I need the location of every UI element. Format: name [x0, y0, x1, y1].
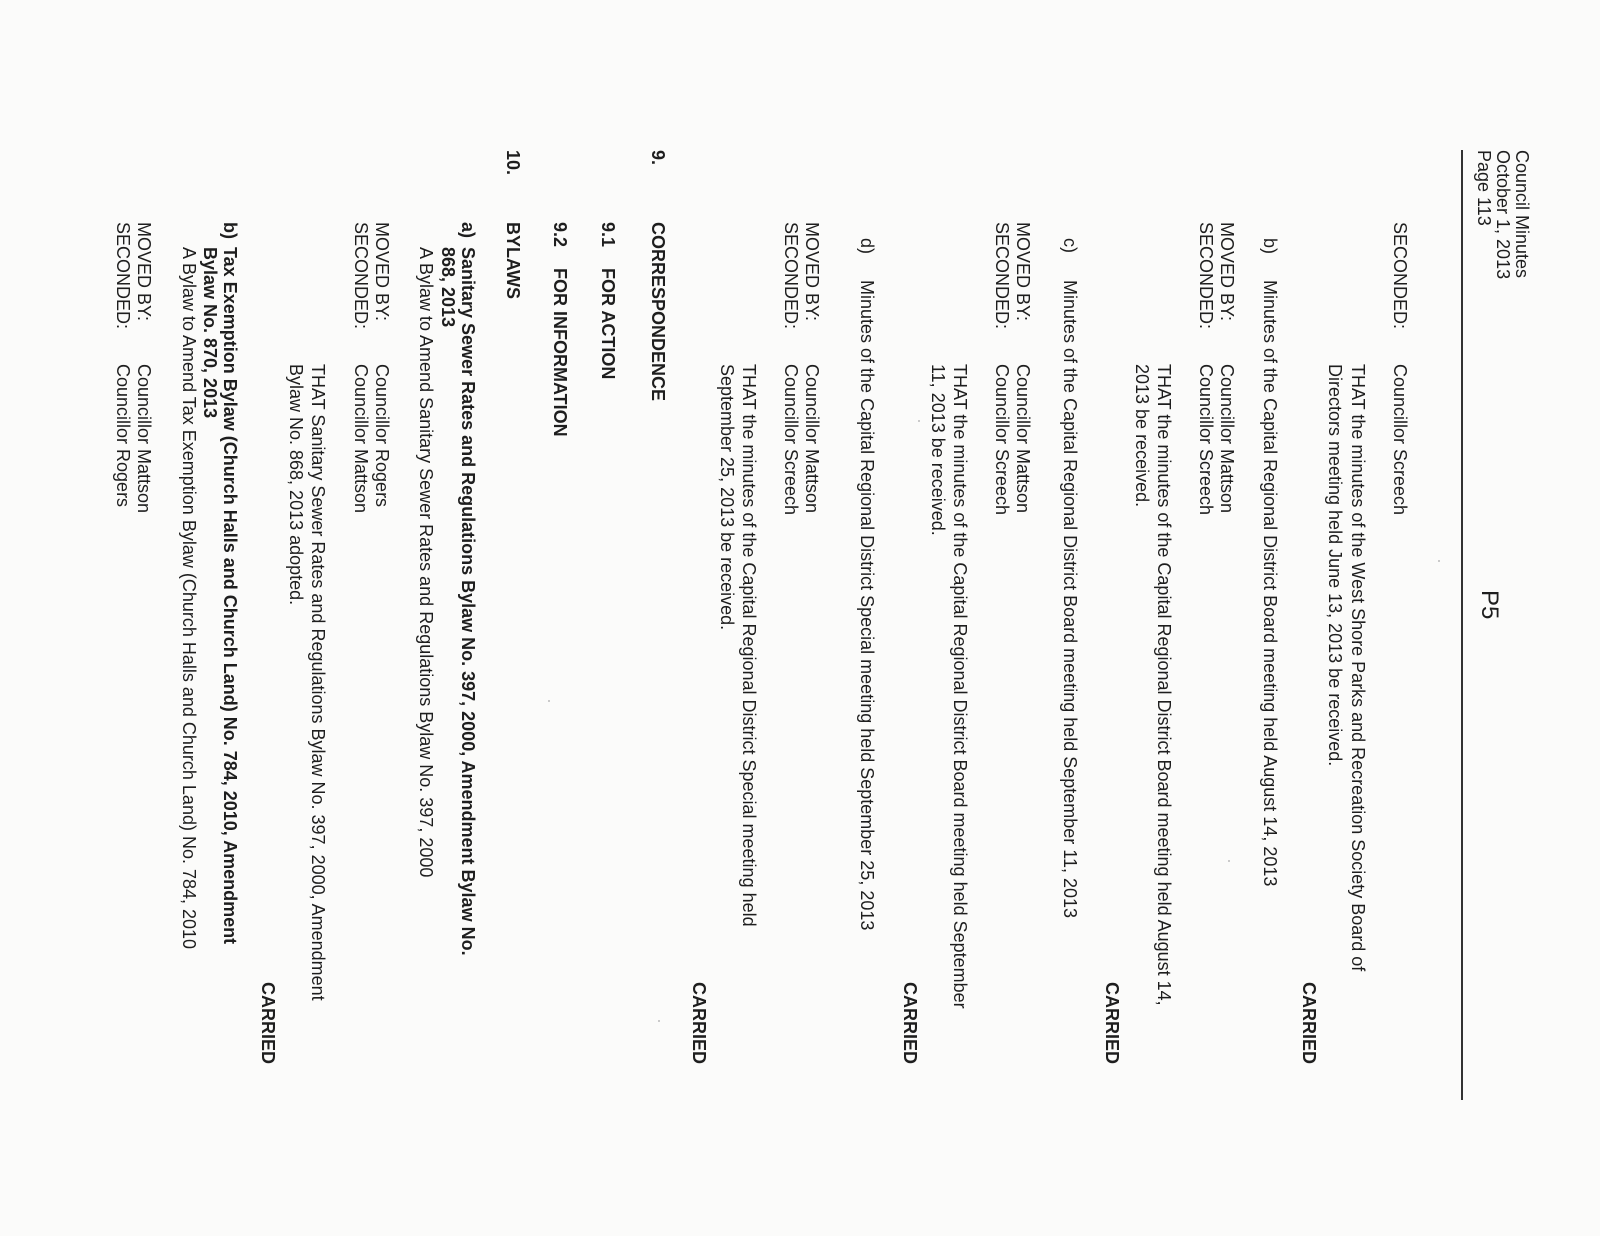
seconded-label: SECONDED:: [1196, 222, 1216, 330]
scan-speck: [548, 700, 550, 702]
carried-label: CARRIED: [1299, 982, 1319, 1065]
bylaw-description: A Bylaw to Amend Tax Exemption Bylaw (Church Halls and Church Land) No. 784, 2010: [179, 247, 199, 950]
header-date: October 1, 2013: [1493, 150, 1513, 280]
bylaw-description: A Bylaw to Amend Sanitary Sewer Rates and Regulations Bylaw No. 397, 2000: [416, 247, 436, 878]
motion-text: September 25, 2013 be received.: [717, 364, 737, 631]
seconder-name: Councillor Screech: [781, 364, 801, 516]
moved-by-label: MOVED BY:: [1013, 222, 1033, 322]
seconded-label: SECONDED:: [781, 222, 801, 330]
seconded-label: SECONDED:: [1390, 222, 1410, 330]
moved-by-label: MOVED BY:: [802, 222, 822, 322]
moved-by-label: MOVED BY:: [372, 222, 392, 322]
section-number: 9.: [648, 150, 668, 166]
page-stamp: P5: [1476, 590, 1503, 620]
motion-text: Directors meeting held June 13, 2013 be received.: [1325, 364, 1345, 767]
mover-name: Councillor Rogers: [372, 364, 392, 508]
scan-speck: [658, 1020, 660, 1022]
section-title: CORRESPONDENCE: [648, 222, 668, 402]
bylaw-letter: a): [458, 222, 478, 239]
motion-text: THAT the minutes of the Capital Regional District Board meeting held September: [950, 364, 970, 1009]
motion-text: THAT the minutes of the Capital Regional District Special meeting held: [739, 364, 759, 927]
bylaw-title: Bylaw No. 870, 2013: [200, 247, 220, 419]
item-letter: d): [857, 238, 877, 255]
subsection-number: 9.2: [550, 222, 570, 248]
carried-label: CARRIED: [258, 982, 278, 1065]
mover-name: Councillor Mattson: [134, 364, 154, 514]
motion-text: Bylaw No. 868, 2013 adopted.: [286, 364, 306, 606]
bylaw-letter: b): [220, 222, 240, 239]
scan-speck: [918, 420, 920, 422]
bylaw-title: Sanitary Sewer Rates and Regulations Bylaw No. 397, 2000, Amendment Bylaw No.: [458, 247, 478, 956]
seconder-name: Councillor Rogers: [113, 364, 133, 508]
header-title: Council Minutes: [1512, 150, 1532, 279]
seconder-name: Councillor Screech: [1196, 364, 1216, 516]
subsection-number: 9.1: [598, 222, 618, 248]
item-title: Minutes of the Capital Regional District Special meeting held September 25, 2013: [857, 280, 877, 931]
carried-label: CARRIED: [689, 982, 709, 1065]
seconded-label: SECONDED:: [992, 222, 1012, 330]
seconder-name: Councillor Mattson: [351, 364, 371, 514]
item-title: Minutes of the Capital Regional District Board meeting held September 11, 2013: [1060, 280, 1080, 919]
motion-text: THAT the minutes of the Capital Regional District Board meeting held August 14,: [1154, 364, 1174, 1006]
mover-name: Councillor Mattson: [1217, 364, 1237, 514]
moved-by-label: MOVED BY:: [134, 222, 154, 322]
seconder-name: Councillor Screech: [992, 364, 1012, 516]
header-rule: [1461, 150, 1463, 1100]
scan-speck: [1228, 860, 1230, 862]
bylaw-title: 868, 2013: [438, 247, 458, 328]
section-title: BYLAWS: [503, 222, 523, 300]
bylaw-title: Tax Exemption Bylaw (Church Halls and Church Land) No. 784, 2010, Amendment: [220, 247, 240, 945]
seconded-label: SECONDED:: [113, 222, 133, 330]
mover-name: Councillor Mattson: [1013, 364, 1033, 514]
item-letter: c): [1060, 238, 1080, 253]
mover-name: Councillor Mattson: [802, 364, 822, 514]
carried-label: CARRIED: [1102, 982, 1122, 1065]
seconded-label: SECONDED:: [351, 222, 371, 330]
motion-text: 11, 2013 be received.: [928, 364, 948, 536]
subsection-title: FOR ACTION: [598, 268, 618, 380]
item-letter: b): [1260, 238, 1280, 255]
section-number: 10.: [503, 150, 523, 176]
carried-label: CARRIED: [900, 982, 920, 1065]
motion-text: THAT the minutes of the West Shore Parks and Recreation Society Board of: [1348, 364, 1368, 972]
scan-speck: [1438, 560, 1440, 562]
item-title: Minutes of the Capital Regional District Board meeting held August 14, 2013: [1260, 280, 1280, 887]
subsection-title: FOR INFORMATION: [550, 268, 570, 437]
seconder-name: Councillor Screech: [1390, 364, 1410, 516]
motion-text: 2013 be received.: [1132, 364, 1152, 508]
moved-by-label: MOVED BY:: [1217, 222, 1237, 322]
motion-text: THAT Sanitary Sewer Rates and Regulations Bylaw No. 397, 2000, Amendment: [308, 364, 328, 1001]
header-page: Page 113: [1474, 150, 1494, 226]
